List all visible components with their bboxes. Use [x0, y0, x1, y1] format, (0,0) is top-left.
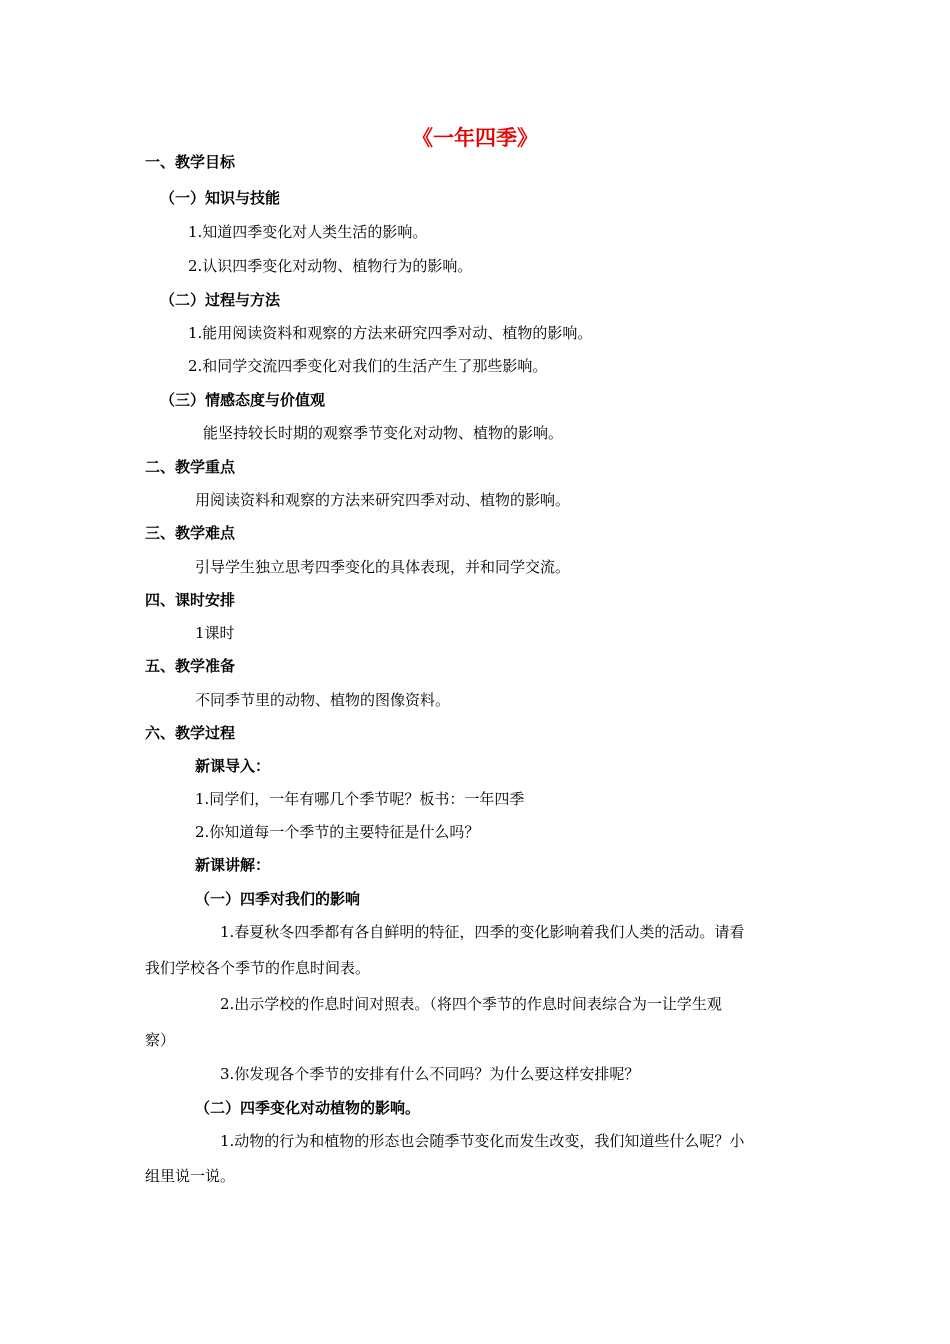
process-item-continued: 察）	[145, 1031, 176, 1049]
objective-item: 2.认识四季变化对动物、植物行为的影响。	[188, 257, 473, 275]
process-item: 2.出示学校的作息时间对照表。（将四个季节的作息时间表综合为一让学生观	[220, 995, 722, 1013]
process-item: 1.动物的行为和植物的形态也会随季节变化而发生改变，我们知道些什么呢？小	[220, 1132, 745, 1150]
section-heading-key-points: 二、教学重点	[145, 458, 236, 476]
section-heading-process: 六、教学过程	[145, 724, 236, 742]
document-title: 《一年四季》	[412, 126, 538, 150]
objective-item: 1.能用阅读资料和观察的方法来研究四季对动、植物的影响。	[188, 324, 593, 342]
objective-item: 能坚持较长时期的观察季节变化对动物、植物的影响。	[203, 424, 564, 442]
section-text: 不同季节里的动物、植物的图像资料。	[195, 691, 451, 709]
subheading-process-method: （二）过程与方法	[160, 291, 281, 309]
section-text: 用阅读资料和观察的方法来研究四季对动、植物的影响。	[195, 491, 571, 509]
section-heading-difficulties: 三、教学难点	[145, 524, 236, 542]
section-heading-schedule: 四、课时安排	[145, 591, 236, 609]
section-text: 引导学生独立思考四季变化的具体表现，并和同学交流。	[195, 558, 571, 576]
subheading-lesson: 新课讲解：	[195, 856, 271, 874]
subheading-attitude-values: （三）情感态度与价值观	[160, 391, 326, 409]
subheading-intro: 新课导入：	[195, 757, 271, 775]
process-item-continued: 组里说一说。	[145, 1167, 236, 1185]
subheading-knowledge-skills: （一）知识与技能	[160, 189, 281, 207]
objective-item: 1.知道四季变化对人类生活的影响。	[188, 223, 428, 241]
subheading-part1: （一）四季对我们的影响	[195, 890, 361, 908]
process-item: 1.同学们，一年有哪几个季节呢？板书：一年四季	[195, 790, 525, 808]
process-item: 3.你发现各个季节的安排有什么不同吗？为什么要这样安排呢？	[220, 1065, 640, 1083]
objective-item: 2.和同学交流四季变化对我们的生活产生了那些影响。	[188, 357, 548, 375]
process-item: 1.春夏秋冬四季都有各自鲜明的特征，四季的变化影响着我们人类的活动。请看	[220, 923, 745, 941]
process-item-continued: 我们学校各个季节的作息时间表。	[145, 959, 371, 977]
section-heading-preparation: 五、教学准备	[145, 657, 236, 675]
section-text: 1课时	[195, 624, 235, 642]
process-item: 2.你知道每一个季节的主要特征是什么吗？	[195, 823, 480, 841]
subheading-part2: （二）四季变化对动植物的影响。	[195, 1099, 421, 1117]
section-heading-objectives: 一、教学目标	[145, 153, 236, 171]
